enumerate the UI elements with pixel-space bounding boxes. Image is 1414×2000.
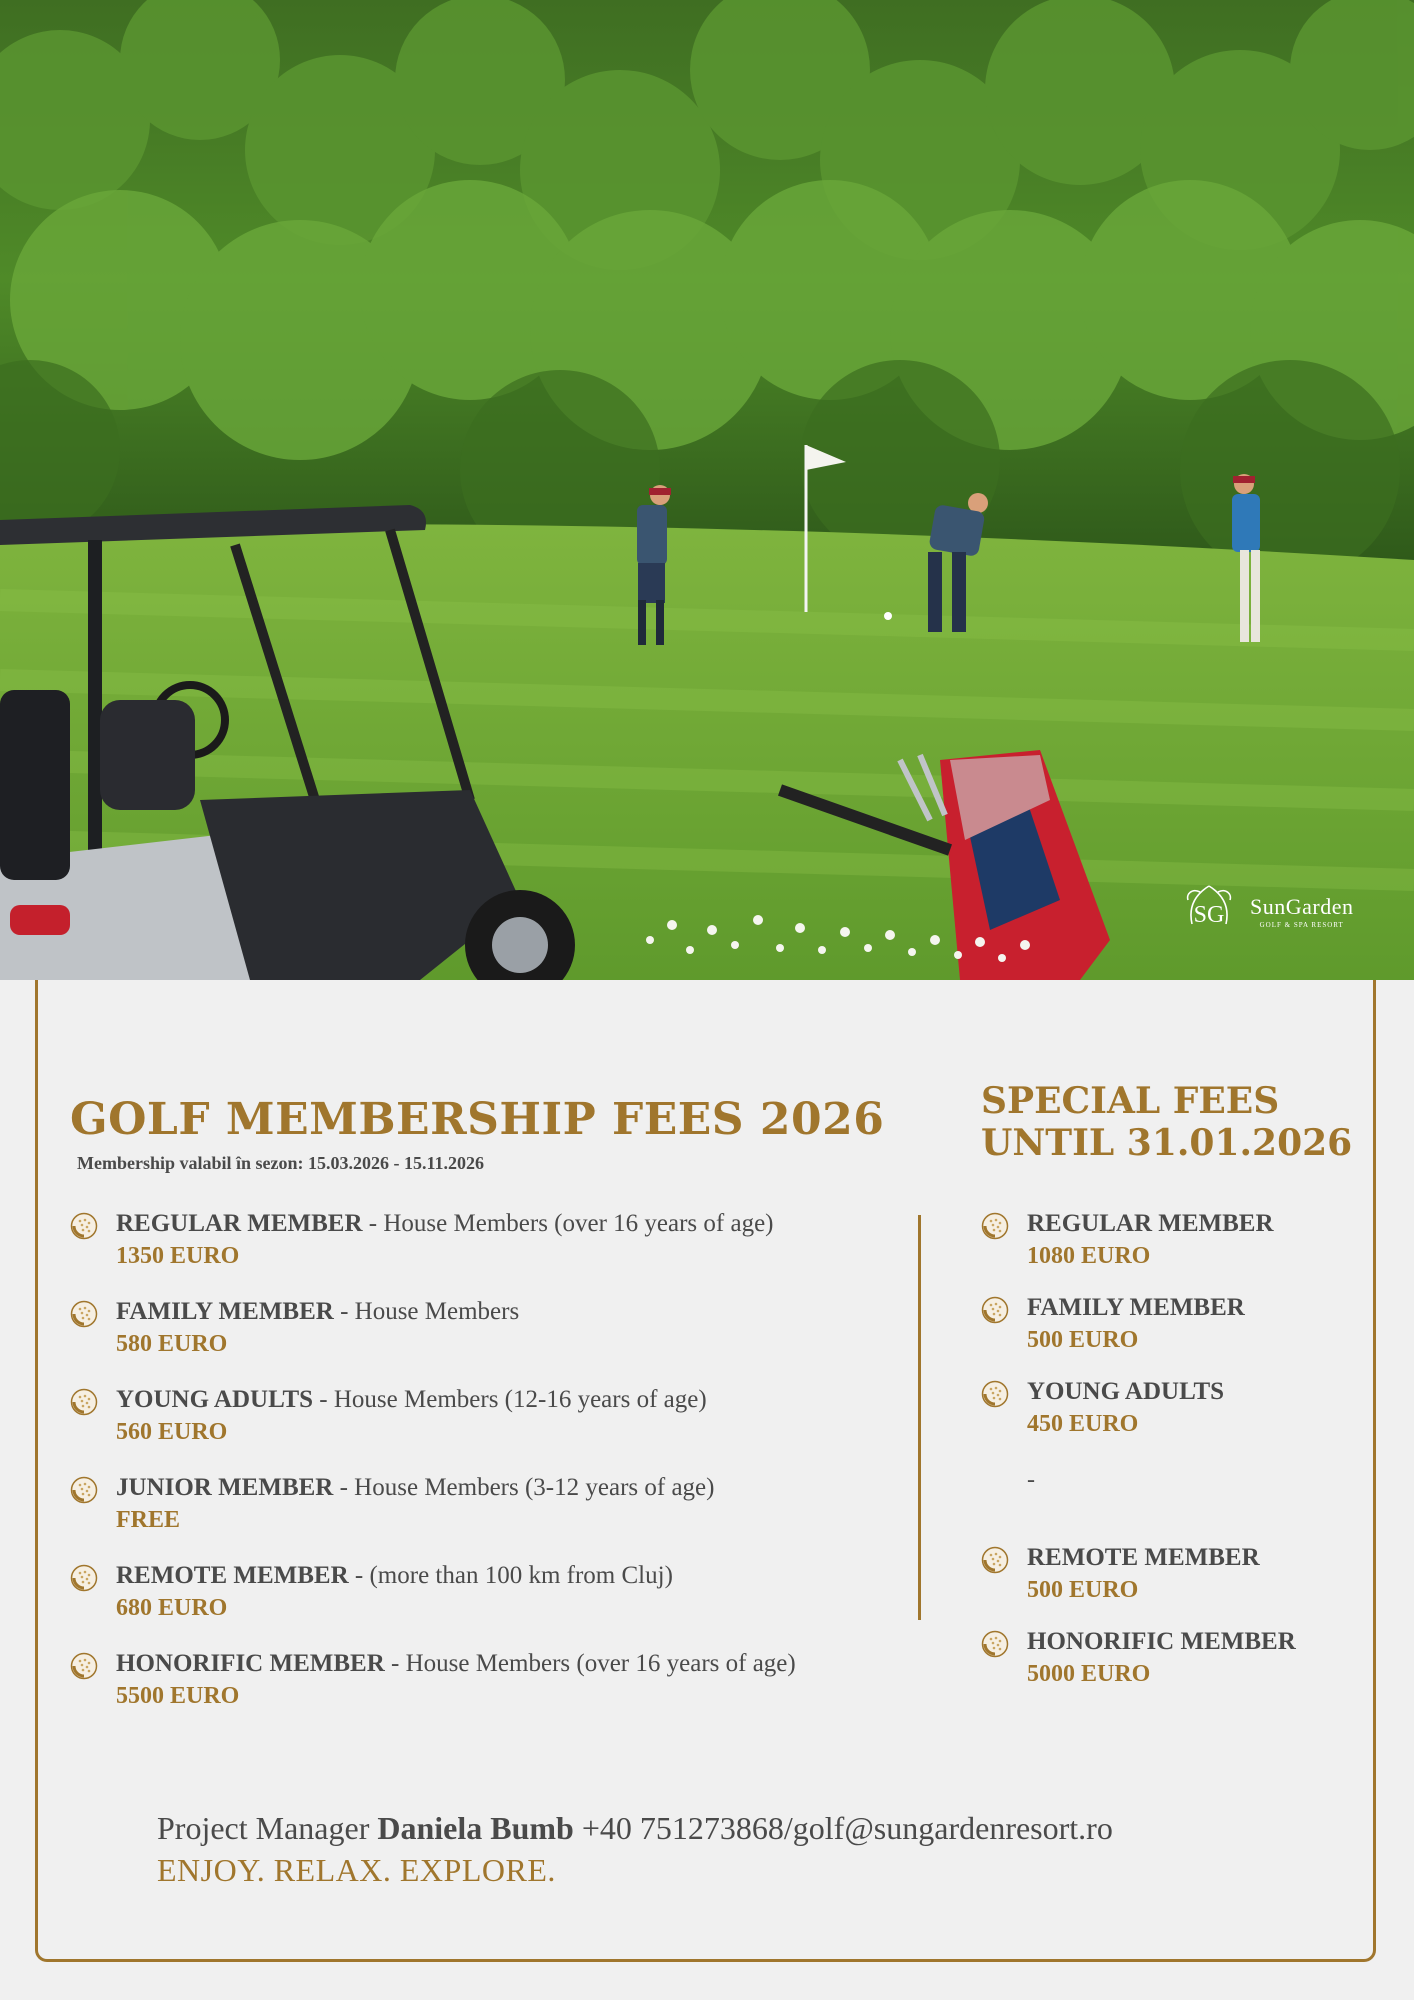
sungarden-logo — [1178, 880, 1353, 942]
special-fees-title-line1: SPECIAL FEES — [981, 1080, 1280, 1122]
membership-label — [116, 1648, 900, 1680]
membership-type: YOUNG ADULTS — [1027, 1378, 1225, 1405]
list-item — [70, 1648, 900, 1736]
membership-label — [1027, 1542, 1361, 1574]
membership-description: - House Members (12-16 years of age) — [313, 1386, 707, 1413]
membership-type: FAMILY MEMBER — [1027, 1294, 1245, 1321]
list-item — [70, 1560, 900, 1648]
special-fees-title-line2: UNTIL 31.01.2026 — [981, 1122, 1353, 1164]
contact-line — [157, 1810, 1113, 1847]
sungarden-monogram-icon — [1178, 880, 1240, 942]
membership-label — [116, 1472, 900, 1504]
contact-role: Project Manager — [157, 1810, 378, 1846]
special-fees-title — [981, 1080, 1361, 1164]
list-placeholder-dash: - — [1027, 1467, 1035, 1493]
membership-label — [1027, 1626, 1361, 1658]
membership-price: 5500 EURO — [116, 1683, 240, 1709]
membership-label — [116, 1208, 900, 1240]
golf-ball-icon — [70, 1212, 98, 1240]
golf-ball-icon — [981, 1380, 1009, 1408]
membership-label — [1027, 1208, 1361, 1240]
golf-ball-icon — [70, 1300, 98, 1328]
membership-description: - (more than 100 km from Cluj) — [348, 1562, 673, 1589]
membership-price: 500 EURO — [1027, 1577, 1139, 1603]
golf-ball-icon — [70, 1652, 98, 1680]
list-item — [70, 1208, 900, 1296]
golf-ball-icon — [981, 1212, 1009, 1240]
list-item — [981, 1542, 1361, 1626]
membership-price: 1350 EURO — [116, 1243, 240, 1269]
membership-price: 580 EURO — [116, 1331, 228, 1357]
list-item — [70, 1296, 900, 1384]
golf-ball-icon — [70, 1564, 98, 1592]
column-divider — [918, 1215, 921, 1620]
golf-ball-icon — [981, 1296, 1009, 1324]
membership-label — [116, 1296, 900, 1328]
list-item — [981, 1376, 1361, 1460]
membership-price: 450 EURO — [1027, 1411, 1139, 1437]
membership-type: REMOTE MEMBER — [116, 1562, 349, 1589]
membership-type: REMOTE MEMBER — [1027, 1544, 1260, 1571]
membership-description: - House Members (over 16 years of age) — [362, 1210, 774, 1237]
list-item — [981, 1208, 1361, 1292]
special-fees-list — [981, 1208, 1361, 1710]
membership-price: 500 EURO — [1027, 1327, 1139, 1353]
hero-photo — [0, 0, 1414, 980]
logo-subtitle: GOLF & SPA RESORT — [1259, 920, 1344, 929]
membership-label — [1027, 1292, 1361, 1324]
page-title: GOLF MEMBERSHIP FEES 2026 — [70, 1094, 885, 1145]
membership-price: 1080 EURO — [1027, 1243, 1151, 1269]
membership-price: FREE — [116, 1507, 181, 1533]
membership-description: - House Members (3-12 years of age) — [333, 1474, 715, 1501]
season-validity: Membership valabil în sezon: 15.03.2026 - 15.11.2026 — [77, 1153, 485, 1173]
svg-text:SG: SG — [1193, 902, 1225, 928]
membership-price: 5000 EURO — [1027, 1661, 1151, 1687]
membership-price: 680 EURO — [116, 1595, 228, 1621]
membership-description: - House Members — [333, 1298, 520, 1325]
membership-type: FAMILY MEMBER — [116, 1298, 334, 1325]
membership-type: REGULAR MEMBER — [1027, 1210, 1274, 1237]
golf-ball-icon — [70, 1476, 98, 1504]
contact-details: +40 751273868/golf@sungardenresort.ro — [573, 1810, 1113, 1846]
list-item — [70, 1472, 900, 1560]
golf-ball-icon — [981, 1546, 1009, 1574]
membership-price: 560 EURO — [116, 1419, 228, 1445]
golf-ball-icon — [70, 1388, 98, 1416]
tagline: ENJOY. RELAX. EXPLORE. — [157, 1852, 556, 1888]
logo-name: SunGarden — [1250, 893, 1354, 919]
membership-label — [116, 1560, 900, 1592]
membership-type: JUNIOR MEMBER — [116, 1474, 334, 1501]
membership-description: - House Members (over 16 years of age) — [384, 1650, 796, 1677]
list-item — [981, 1626, 1361, 1710]
membership-label — [116, 1384, 900, 1416]
membership-list — [70, 1208, 900, 1736]
golf-course-scene — [0, 0, 1414, 980]
contact-person: Daniela Bumb — [377, 1810, 574, 1846]
membership-type: HONORIFIC MEMBER — [1027, 1628, 1296, 1655]
membership-type: HONORIFIC MEMBER — [116, 1650, 385, 1677]
list-item — [70, 1384, 900, 1472]
membership-label — [1027, 1376, 1361, 1408]
membership-type: REGULAR MEMBER — [116, 1210, 363, 1237]
golf-ball-icon — [981, 1630, 1009, 1658]
list-item — [981, 1292, 1361, 1376]
membership-type: YOUNG ADULTS — [116, 1386, 314, 1413]
